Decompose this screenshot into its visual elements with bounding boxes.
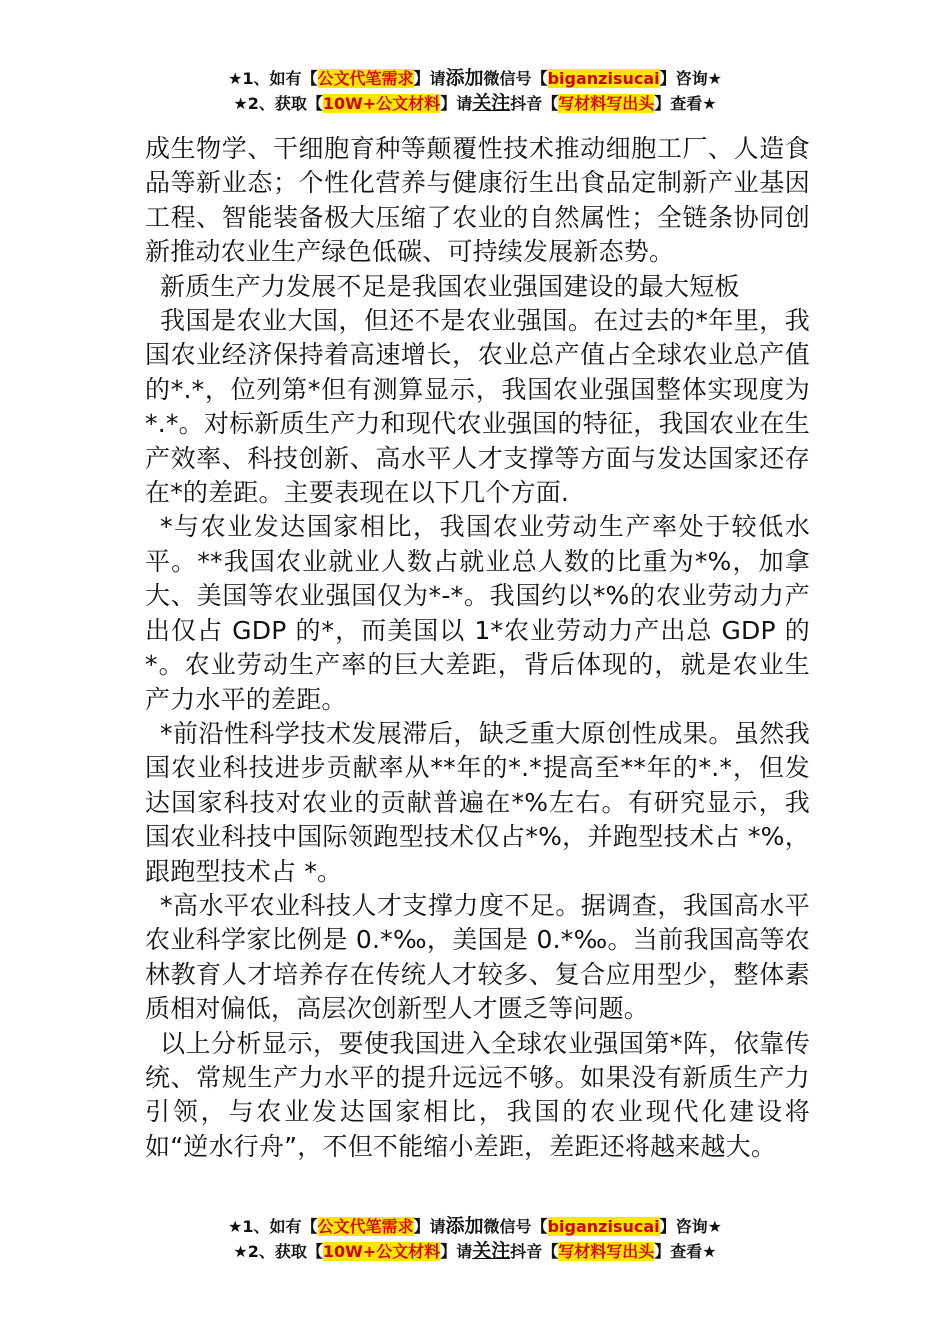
header-banner: [0, 66, 950, 116]
banner-line-1: ★1、如有【公文代笔需求】请添加微信号【biganzisucai】咨询★: [228, 67, 722, 89]
highlight-materials: 10W+公文材料: [322, 94, 441, 113]
footer-banner-line-2: ★2、获取【10W+公文材料】请关注抖音【写材料写出头】查看★: [233, 1240, 717, 1262]
paragraph-1: 成生物学、干细胞育种等颠覆性技术推动细胞工厂、人造食品等新业态；个性化营养与健康衍生出食品定制新产业基因工程、智能装备极大压缩了农业的自然属性；全链条协同创新推动农业生产绿色低碳、可持续发展新态势。: [145, 134, 810, 267]
footer-highlight-materials: 10W+公文材料: [322, 1242, 441, 1261]
paragraph-2: 我国是农业大国，但还不是农业强国。在过去的*年里，我国农业经济保持着高速增长，农业总产值占全球农业总产值的*.*，位列第*但有测算显示，我国农业强国整体实现度为*.*。对标新质生产力和现代农业强国的特征，我国农业在生产效率、科技创新、高水平人才支撑等方面与发达国家还存在*的差距。主要表现在以下几个方面.: [145, 306, 810, 508]
footer-banner: [0, 1214, 950, 1264]
paragraph-6: 以上分析显示，要使我国进入全球农业强国第*阵，依靠传统、常规生产力水平的提升远远不够。如果没有新质生产力引领，与农业发达国家相比，我国的农业现代化建设将如“逆水行舟”，不但不能缩小差距，差距还将越来越大。: [145, 1028, 810, 1161]
paragraph-5: *高水平农业科技人才支撑力度不足。据调查，我国高水平农业科学家比例是 0.*‰，美国是 0.*‰。当前我国高等农林教育人才培养存在传统人才较多、复合应用型少，整体素质相对偏低，高层次创新型人才匮乏等问题。: [145, 890, 810, 1024]
paragraph-3: *与农业发达国家相比，我国农业劳动生产率处于较低水平。**我国农业就业人数占就业总人数的比重为*%，加拿大、美国等农业强国仅为*-*。我国约以*%的农业劳动力产出仅占 GDP 的*，而美国以 1*农业劳动力产出总 GDP 的*。农业劳动生产率的巨大差距，背后体现的，就是农业生产力水平的差距。: [145, 512, 810, 714]
section-heading: 新质生产力发展不足是我国农业强国建设的最大短板: [160, 271, 740, 301]
highlight-service: 公文代笔需求: [317, 69, 414, 88]
paragraph-4: *前沿性科学技术发展滞后，缺乏重大原创性成果。虽然我国农业科技进步贡献率从**年的*.*提高至**年的*.*，但发达国家科技对农业的贡献普遍在*%左右。有研究显示，我国农业科技中国际领跑型技术仅占*%，并跑型技术占 *%，跟跑型技术占 *。: [145, 718, 810, 886]
banner-line-2: ★2、获取【10W+公文材料】请关注抖音【写材料写出头】查看★: [233, 92, 717, 114]
footer-banner-line-1: ★1、如有【公文代笔需求】请添加微信号【biganzisucai】咨询★: [228, 1215, 722, 1237]
document-body: [145, 132, 810, 1164]
footer-highlight-service: 公文代笔需求: [317, 1217, 414, 1236]
highlight-wechat-id: biganzisucai: [547, 69, 660, 88]
highlight-douyin: 写材料写出头: [558, 94, 655, 113]
footer-highlight-douyin: 写材料写出头: [558, 1242, 655, 1261]
footer-highlight-wechat-id: biganzisucai: [547, 1217, 660, 1236]
